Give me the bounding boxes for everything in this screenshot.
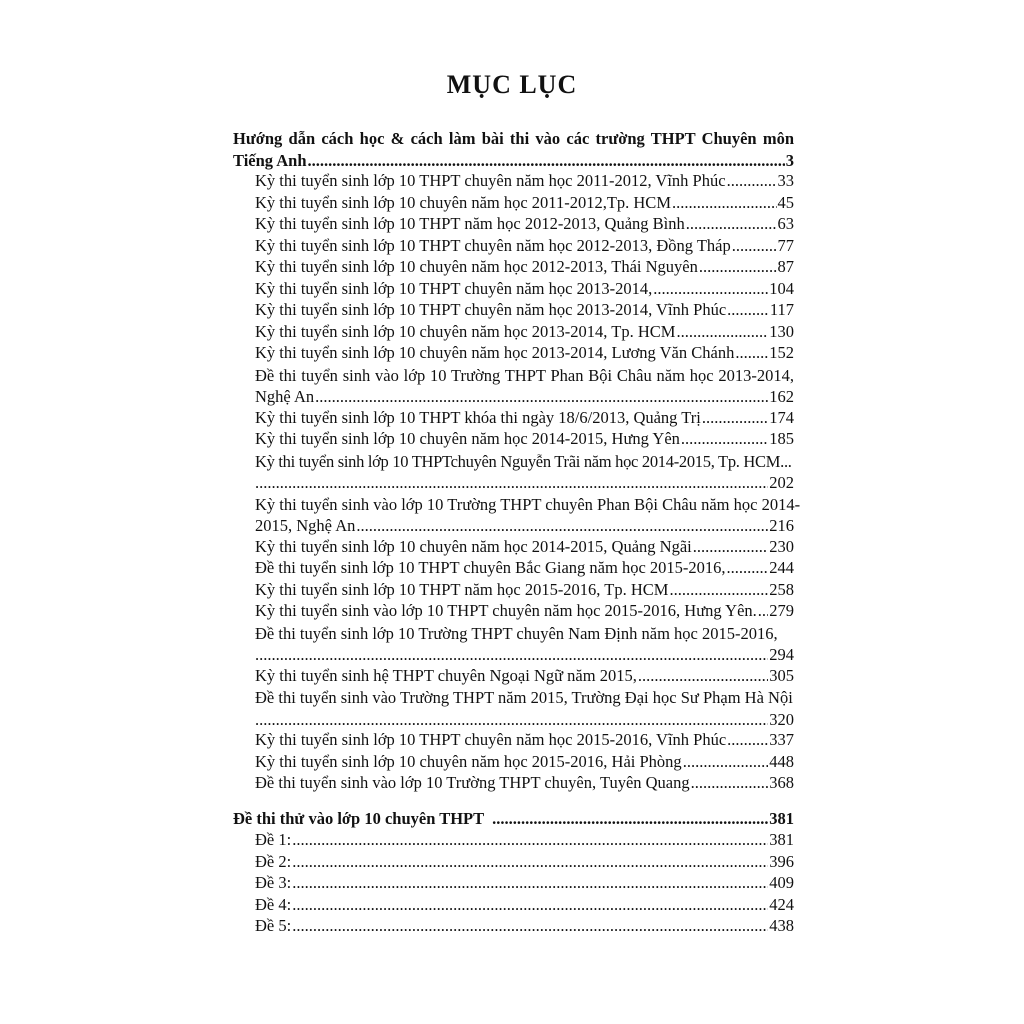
toc-entry[interactable] (255, 601, 794, 623)
toc-page-number: 294 (769, 645, 794, 664)
dot-leader (758, 601, 768, 621)
toc-entry-text: Đề thi tuyển sinh lớp 10 Trường THPT chuyên Nam Định năm học 2015-2016, (255, 623, 778, 643)
dot-leader (308, 150, 785, 172)
toc-entry-text: Kỳ thi tuyển sinh lớp 10 THPT chuyên năm học 2013-2014, (255, 278, 653, 298)
toc-entry[interactable] (255, 852, 794, 874)
toc-entry[interactable] (255, 494, 801, 537)
toc-entry-text: Kỳ thi tuyển sinh lớp 10 THPT chuyên năm học 2013-2014, Vĩnh Phúc (255, 300, 727, 319)
toc-entry-text: Kỳ thi tuyển sinh lớp 10 chuyên năm học 2011-2012,Tp. HCM (255, 192, 671, 212)
dot-leader (683, 752, 769, 772)
toc-entry[interactable] (255, 236, 794, 258)
toc-heading-leader-row (233, 150, 794, 172)
toc-page-number: 230 (769, 536, 794, 556)
toc-subentries (255, 830, 794, 938)
toc-entry[interactable] (255, 257, 794, 279)
toc-entry[interactable] (255, 365, 794, 408)
toc-entry-text: Kỳ thi tuyển sinh lớp 10 THPT khóa thi ngày 18/6/2013, Quảng Trị (255, 407, 701, 427)
toc-page-number: 320 (769, 709, 794, 729)
toc-heading-text: Đề thi thử vào lớp 10 chuyên THPT (233, 808, 485, 828)
toc-subentries (255, 171, 801, 795)
dot-leader (693, 537, 769, 557)
toc-entry-text: Kỳ thi tuyển sinh lớp 10 chuyên năm học 2013-2014, Lương Văn Chánh (255, 343, 735, 362)
toc-page-number: 174 (769, 407, 794, 427)
toc-entry[interactable] (255, 408, 794, 430)
dot-leader (255, 709, 768, 731)
toc-page-number: 368 (769, 773, 794, 792)
toc-entry-text: Đề thi tuyển sinh vào lớp 10 Trường THPT Phan Bội Châu năm học 2013-2014, (255, 365, 794, 385)
table-of-contents (233, 128, 801, 938)
dot-leader (315, 386, 768, 408)
toc-entry[interactable] (255, 830, 794, 852)
toc-entry-text: Kỳ thi tuyển sinh lớp 10 chuyên năm học 2014-2015, Hưng Yên (255, 429, 680, 448)
toc-entry-text: Kỳ thi tuyển sinh lớp 10 THPT chuyên năm học 2015-2016, Vĩnh Phúc (255, 730, 727, 749)
toc-entry-text: Kỳ thi tuyển sinh lớp 10 chuyên năm học 2013-2014, Tp. HCM (255, 321, 676, 341)
toc-entry-text: Đề 3: (255, 873, 292, 892)
dot-leader (669, 580, 768, 600)
toc-page-number: 117 (769, 300, 794, 319)
toc-page-number: 202 (769, 473, 794, 492)
dot-leader (356, 515, 768, 537)
toc-heading-line: Hướng dẫn cách học & cách làm bài thi vào các trường THPT Chuyên môn (233, 129, 794, 148)
toc-entry[interactable] (255, 300, 794, 322)
toc-entry[interactable] (255, 322, 794, 344)
toc-page-number: 185 (769, 429, 794, 448)
toc-page-number: 63 (777, 214, 794, 233)
toc-entry[interactable] (255, 773, 794, 795)
dot-leader (255, 644, 768, 666)
toc-page-number: 438 (769, 916, 794, 935)
toc-entry-text: Đề thi tuyển sinh vào lớp 10 Trường THPT chuyên, Tuyên Quang (255, 773, 690, 792)
toc-entry[interactable] (255, 537, 794, 559)
dot-leader (292, 895, 768, 915)
dot-leader (727, 171, 777, 191)
toc-entry-text: Kỳ thi tuyển sinh lớp 10 THPTchuyên Nguyễn Trãi năm học 2014-2015, Tp. HCM... (255, 451, 792, 471)
toc-entry-text: Kỳ thi tuyển sinh lớp 10 THPT chuyên năm học 2012-2013, Đồng Tháp (255, 235, 731, 255)
toc-page-number: 244 (769, 558, 794, 577)
toc-entry-text: Đề 1: (255, 830, 292, 849)
page-title: MỤC LỤC (446, 70, 578, 99)
toc-page-number: 130 (769, 321, 794, 341)
dot-leader (672, 193, 777, 213)
dot-leader (727, 730, 768, 750)
dot-leader (686, 214, 777, 234)
toc-entry-text: Kỳ thi tuyển sinh lớp 10 THPT năm học 2012-2013, Quảng Bình (255, 214, 685, 233)
section-gap (233, 795, 794, 809)
toc-page-number: 33 (777, 171, 794, 190)
toc-page-number: 396 (769, 851, 794, 871)
toc-section-heading[interactable] (233, 128, 794, 171)
dot-leader (676, 322, 768, 342)
toc-page-number: 77 (777, 235, 794, 255)
dot-leader (702, 408, 768, 428)
dot-leader (681, 429, 768, 449)
toc-entry-text: Kỳ thi tuyển sinh hệ THPT chuyên Ngoại Ngữ năm 2015, (255, 665, 637, 685)
toc-entry-text: Kỳ thi tuyển sinh lớp 10 THPT chuyên năm học 2011-2012, Vĩnh Phúc (255, 171, 726, 190)
toc-page-number: 409 (769, 873, 794, 892)
toc-page-number: 448 (769, 751, 794, 771)
toc-entry[interactable] (255, 666, 794, 688)
toc-entry[interactable] (255, 623, 794, 666)
toc-entry[interactable] (255, 580, 794, 602)
toc-page-number: 424 (769, 894, 794, 914)
toc-entry-text: Kỳ thi tuyển sinh lớp 10 chuyên năm học 2014-2015, Quảng Ngãi (255, 536, 692, 556)
toc-entry-text: Kỳ thi tuyển sinh vào lớp 10 THPT chuyên năm học 2015-2016, Hưng Yên. (255, 601, 757, 620)
toc-page-number: 258 (769, 579, 794, 599)
toc-entry-text: Nghệ An (255, 387, 315, 406)
toc-page-number: 87 (777, 257, 794, 276)
toc-entry-text: Kỳ thi tuyển sinh lớp 10 chuyên năm học 2015-2016, Hải Phòng (255, 751, 682, 771)
dot-leader (699, 257, 777, 277)
toc-page-number: 381 (769, 830, 794, 849)
dot-leader (292, 830, 768, 850)
toc-entry-text: Kỳ thi tuyển sinh vào lớp 10 Trường THPT chuyên Phan Bội Châu năm học 2014- (255, 494, 801, 514)
toc-entry[interactable] (255, 687, 794, 730)
toc-entry[interactable] (255, 429, 794, 451)
toc-entry[interactable] (255, 873, 794, 895)
dot-leader (638, 666, 768, 686)
dot-leader (292, 873, 768, 893)
dot-leader (691, 773, 769, 793)
dot-leader (727, 558, 769, 578)
toc-page-number: 381 (769, 808, 794, 828)
toc-entry[interactable] (255, 214, 794, 236)
toc-page-number: 216 (769, 516, 794, 535)
toc-page-number: 152 (769, 343, 794, 362)
dot-leader (292, 916, 768, 936)
dot-leader (492, 809, 768, 829)
toc-entry[interactable] (255, 451, 794, 494)
dot-leader (732, 236, 777, 256)
toc-entry-text: Đề 4: (255, 894, 292, 914)
toc-page-number: 279 (769, 601, 794, 620)
toc-section-heading[interactable] (233, 809, 794, 831)
toc-page-number: 337 (769, 730, 794, 749)
dot-leader (255, 472, 768, 494)
toc-entry[interactable] (255, 752, 794, 774)
toc-entry[interactable] (255, 171, 794, 193)
toc-entry[interactable] (255, 343, 794, 365)
toc-entry-text: 2015, Nghệ An (255, 516, 356, 535)
dot-leader (735, 343, 768, 363)
toc-entry-text: Đề thi tuyển sinh vào Trường THPT năm 2015, Trường Đại học Sư Phạm Hà Nội (255, 688, 793, 707)
toc-heading-text: Tiếng Anh (233, 150, 307, 170)
toc-page-number: 305 (769, 665, 794, 685)
toc-page-number: 3 (785, 150, 794, 170)
toc-entry-text: Đề thi tuyển sinh lớp 10 THPT chuyên Bắc Giang năm học 2015-2016, (255, 558, 726, 577)
toc-entry[interactable] (255, 895, 794, 917)
dot-leader (292, 852, 768, 872)
toc-entry-text: Kỳ thi tuyển sinh lớp 10 chuyên năm học 2012-2013, Thái Nguyên (255, 257, 698, 276)
toc-entry[interactable] (255, 558, 794, 580)
toc-page-number: 104 (769, 278, 794, 298)
toc-entry[interactable] (255, 730, 794, 752)
dot-leader (653, 279, 768, 299)
dot-leader (727, 300, 769, 320)
toc-page-number: 45 (777, 192, 794, 212)
toc-page-number: 162 (769, 387, 794, 406)
toc-entry-text: Đề 5: (255, 916, 292, 935)
toc-entry[interactable] (255, 279, 794, 301)
toc-entry-text: Đề 2: (255, 851, 292, 871)
toc-entry-text: Kỳ thi tuyển sinh lớp 10 THPT năm học 2015-2016, Tp. HCM (255, 579, 669, 599)
toc-entry[interactable] (255, 916, 794, 938)
toc-entry[interactable] (255, 193, 794, 215)
